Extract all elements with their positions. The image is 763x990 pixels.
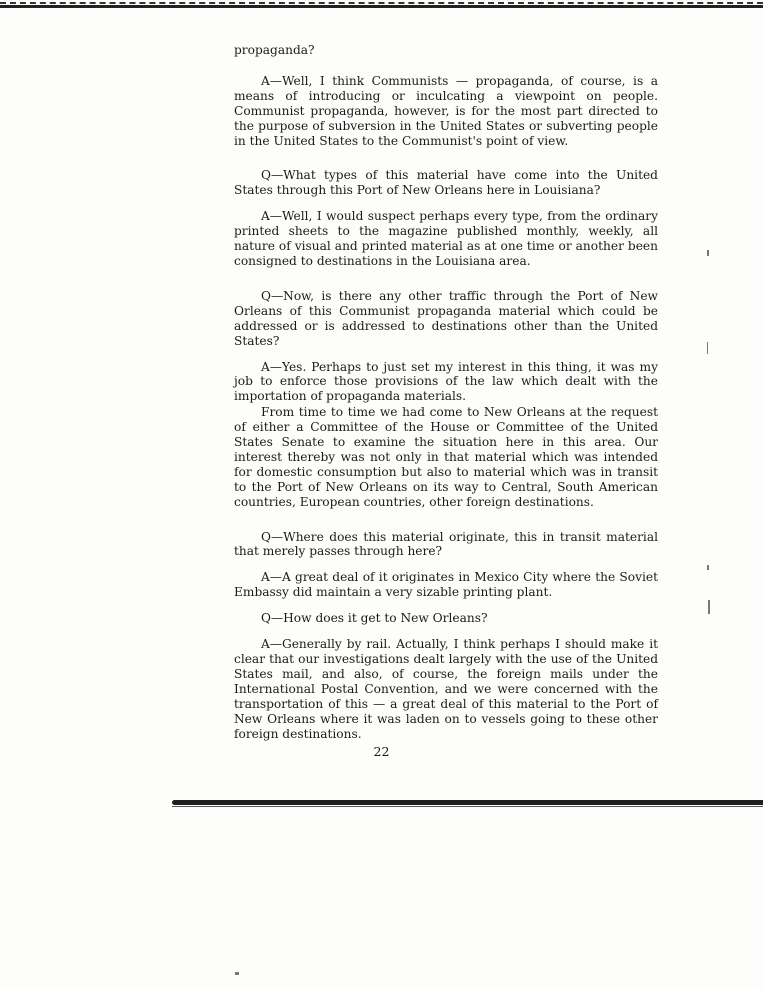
paragraph: Q—Where does this material originate, this in transit material that merely passes through here? xyxy=(234,529,658,559)
page-number: 22 xyxy=(373,744,390,759)
paragraph: Q—Now, is there any other traffic through the Port of New Orleans of this Communist propaganda material which could be addressed or is addressed to destinations other than the United States? xyxy=(234,288,658,348)
paragraph: propaganda? xyxy=(234,43,315,57)
document-body xyxy=(234,43,658,752)
bottom-border-rule-thin xyxy=(172,806,763,807)
paragraph: A—Generally by rail. Actually, I think perhaps I should make it clear that our investigations dealt largely with the use of the United States mail, and also, of course, the foreign mails under the International Postal Convention, and we were concerned with the transportation of this — a great deal of this material to the Port of New Orleans where it was laden on to vessels going to these other foreign destinations. xyxy=(234,637,658,741)
scan-speck xyxy=(707,250,709,256)
paragraph: A—Well, I think Communists — propaganda, of course, is a means of introducing or inculcating a viewpoint on people. Communist propaganda, however, is for the most part directed to the purpose of subversion in the United States or subverting people in the United States to the Communist's point of view. xyxy=(234,73,658,148)
paragraph: From time to time we had come to New Orleans at the request of either a Committee of the House or Committee of the United States Senate to examine the situation here in this area. Our interest thereby was not only in that material which was intended for domestic consumption but also to material which was in transit to the Port of New Orleans on its way to Central, South American countries, European countries, other foreign destinations. xyxy=(234,405,658,509)
paragraph: A—Well, I would suspect perhaps every type, from the ordinary printed sheets to the magazine published monthly, weekly, all nature of visual and printed material as at one time or another been consigned to destinations in the Louisiana area. xyxy=(234,209,658,268)
paragraph: A—Yes. Perhaps to just set my interest in this thing, it was my job to enforce those provisions of the law which dealt with the importation of propaganda materials. xyxy=(234,359,658,404)
paragraph: A—A great deal of it originates in Mexico City where the Soviet Embassy did maintain a very sizable printing plant. xyxy=(234,570,658,600)
top-border-rule xyxy=(0,2,763,8)
scan-speck xyxy=(708,600,710,614)
scan-speck xyxy=(235,972,239,975)
paragraph: Q—How does it get to New Orleans? xyxy=(261,611,488,626)
scan-speck xyxy=(707,342,708,354)
scan-speck xyxy=(707,565,709,570)
bottom-border-rule xyxy=(172,800,763,805)
paragraph: Q—What types of this material have come into the United States through this Port of New Orleans here in Louisiana? xyxy=(234,168,658,198)
